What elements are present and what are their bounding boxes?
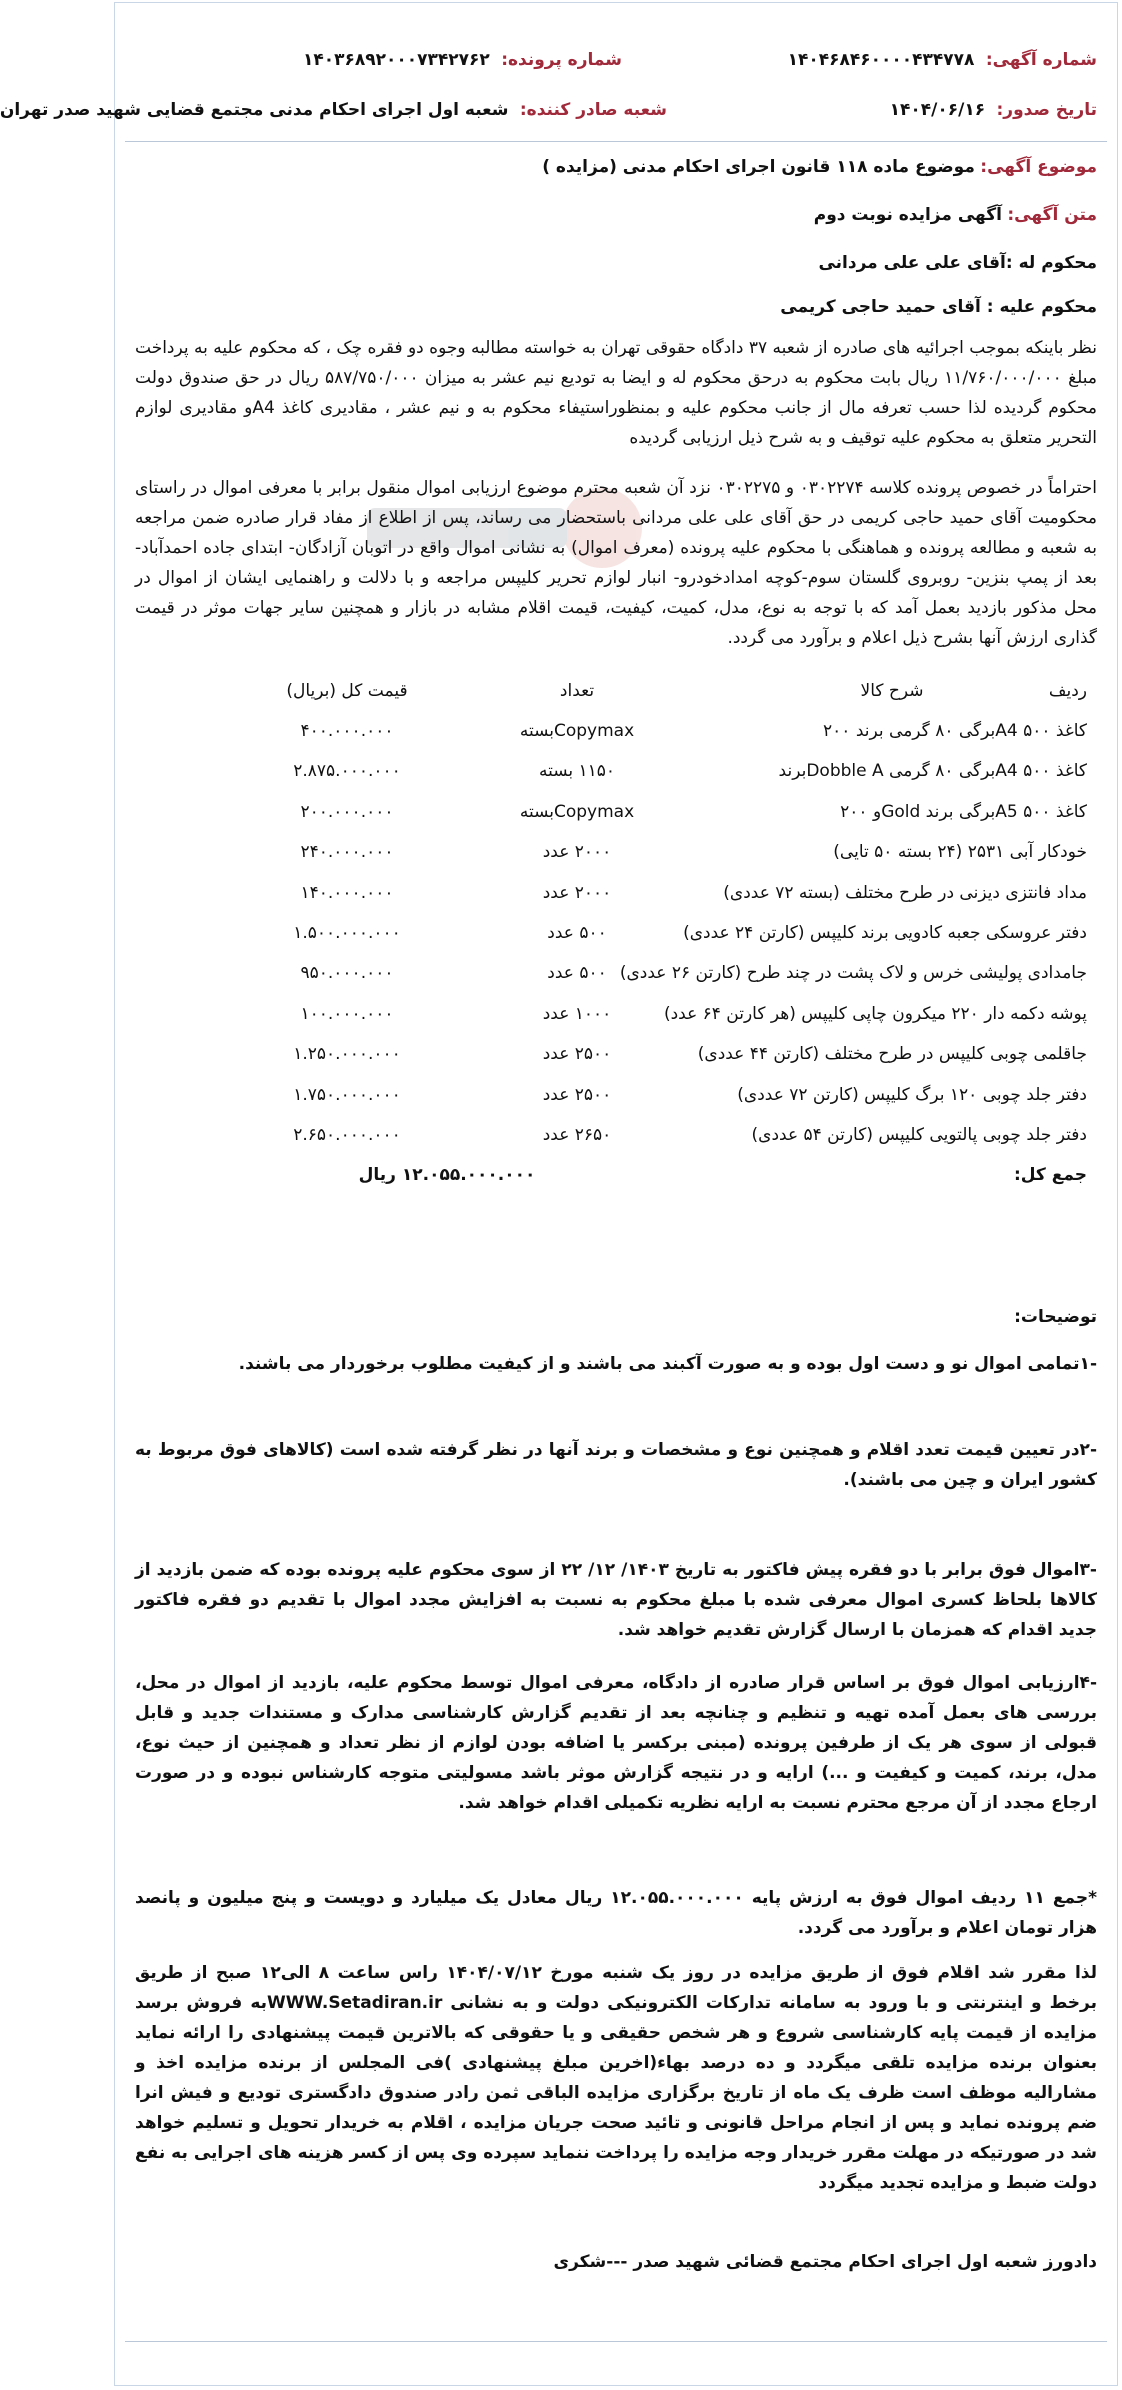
total-value: ۱۲.۰۵۵.۰۰۰.۰۰۰ ریال	[358, 1165, 536, 1186]
header-row-1	[135, 43, 1097, 77]
body-title-text: آگهی مزایده نوبت دوم	[813, 205, 1002, 225]
row-qty: ۲۰۰۰ عدد	[542, 842, 612, 863]
paragraph-1: نظر باینکه بموجب اجرائیه های صادره از شعبه ۳۷ دادگاه حقوقی تهران به خواسته مطالبه وجوه دو فقره چک ، که محکوم علیه به پرداخت مبلغ ۱۱/۷۶۰/۰۰۰/۰۰۰ ریال بابت محکوم به درحق محکوم له و ایضا به تودیع نیم عشر به میزان ۵۸۷/۷۵۰/۰۰۰ ریال در حق صندوق دولت محکوم گردیده لذا حسب تعرفه مال از جانب محکوم علیه و بمنظوراستیفاء محکوم به و نیم عشر ، مقادیری کاغذ A4و مقادیری لوازم التحریر متعلق به محکوم علیه توقیف و به شرح ذیل ارزیابی گردیده	[135, 338, 1098, 448]
row-qty: ۲۵۰۰ عدد	[542, 1084, 612, 1105]
file-number: ۱۴۰۳۶۸۹۲۰۰۰۷۳۴۲۷۶۲	[303, 50, 490, 70]
table-total	[145, 1155, 1087, 1199]
row-desc: خودکار آبی ۲۵۳۱ (۲۴ بسته ۵۰ تایی)	[833, 842, 1087, 863]
row-qty: ۱۱۵۰ بسته	[538, 761, 616, 782]
header-divider	[125, 141, 1107, 142]
row-price: ۱.۲۵۰.۰۰۰.۰۰۰	[293, 1044, 401, 1065]
note-3: -۳اموال فوق برابر با دو فقره پیش فاکتور به تاریخ ۱۴۰۳/ ۱۲/ ۲۲ از سوی محکوم علیه پرونده بوده که ضمن بازدید از کالاها بلحاظ کسری اموال معرفی شده با مبلغ محکوم به نسبت به افزایش مجدد اموال با تقدیم دو فقره فاکتور جدید اقدام که همزمان با ارسال گزارش تقدیم خواهد شد.	[135, 1560, 1097, 1640]
table-row	[145, 1034, 1087, 1074]
row-qty: ۱۰۰۰ عدد	[542, 1003, 612, 1024]
row-desc: جامدادی پولیشی خرس و لاک پشت در چند طرح (کارتن ۲۶ عددی)	[619, 963, 1087, 984]
row-qty: Copymaxبسته	[519, 721, 635, 741]
defendant-line: محکوم علیه : آقای حمید حاجی کریمی	[780, 297, 1097, 317]
file-number-label: شماره پرونده:	[501, 50, 622, 70]
items-table	[145, 671, 1087, 1199]
ad-number-block	[788, 43, 1097, 77]
table-header-desc: شرح کالا	[860, 681, 924, 701]
row-price: ۲۰۰.۰۰۰.۰۰۰	[300, 801, 394, 822]
body-title-label: متن آگهی:	[1007, 205, 1097, 225]
note-1: -۱تمامی اموال نو و دست اول بوده و به صورت آکبند می باشند و از کیفیت مطلوب برخوردار می باشند.	[238, 1354, 1097, 1374]
footer-divider	[125, 2341, 1107, 2342]
row-qty: Copymaxبسته	[519, 801, 635, 822]
table-row	[145, 711, 1087, 751]
header-row-2	[0, 93, 1097, 127]
row-qty: ۵۰۰ عدد	[547, 922, 607, 943]
table-header	[145, 671, 1087, 711]
row-qty: ۲۶۵۰ عدد	[542, 1124, 612, 1145]
row-price: ۲.۶۵۰.۰۰۰.۰۰۰	[293, 1124, 401, 1145]
note-2: -۲در تعیین قیمت تعدد اقلام و همچنین نوع و مشخصات و برند آنها در نظر گرفته شده است (کالاهای فوق مربوط به کشور ایران و چین می باشند).	[135, 1440, 1097, 1490]
issue-date: ۱۴۰۴/۰۶/۱۶	[889, 100, 986, 120]
ad-number-label: شماره آگهی:	[985, 50, 1097, 70]
note-4: -۴ارزیابی اموال فوق بر اساس قرار صادره از دادگاه، معرفی اموال توسط محکوم علیه، بازدید از اموال در محل، بررسی های بعمل آمده تهیه و تنظیم و چنانچه بعد از تقدیم گزارش کارشناسی مدارک و مستندات جدید و قابل قبولی از سوی هر یک از طرفین پرونده (مبنی برکسر یا اضافه بودن لوازم از نظر تعداد و همچنین از حیث نوع، مدل، برند، کمیت و کیفیت و ...) ارایه و در نتیجه گزارش موثر باشد مسولیتی متوجه کارشناس نبوده و در صورت ارجاع مجدد از آن مرجع محترم نسبت به ارایه نظریه تکمیلی اقدام خواهد شد.	[135, 1673, 1097, 1813]
row-price: ۲.۸۷۵.۰۰۰.۰۰۰	[293, 761, 401, 782]
row-qty: ۲۵۰۰ عدد	[542, 1044, 612, 1065]
table-row	[145, 832, 1087, 872]
notes-title: توضیحات:	[1014, 1307, 1097, 1327]
issuer-block	[0, 93, 667, 127]
plaintiff-line: محکوم له :آقای علی علی مردانی	[818, 253, 1097, 273]
row-qty: ۵۰۰ عدد	[547, 963, 607, 984]
body-title-line	[135, 199, 1097, 231]
row-desc: مداد فانتزی دیزنی در طرح مختلف (بسته ۷۲ عددی)	[723, 882, 1087, 903]
table-row	[145, 751, 1087, 791]
table-header-price: قیمت کل (بریال)	[286, 681, 408, 701]
table-row	[145, 873, 1087, 913]
row-price: ۱۰۰.۰۰۰.۰۰۰	[300, 1003, 394, 1024]
row-desc: جاقلمی چوبی کلیپس در طرح مختلف (کارتن ۴۴ عددی)	[697, 1044, 1087, 1065]
row-price: ۱.۵۰۰.۰۰۰.۰۰۰	[293, 922, 401, 943]
issue-date-block	[890, 93, 1097, 127]
auction-paragraph: لذا مقرر شد اقلام فوق از طریق مزایده در روز یک شنبه مورخ ۱۴۰۴/۰۷/۱۲ راس ساعت ۸ الی۱۲ صبح از طریق برخط و اینترنتی و با ورود به سامانه تدارکات الکترونیکی دولت و به نشانی WWW.Setadiran.irبه فروش برسد مزایده از قیمت پایه کارشناسی شروع و هر شخص حقیقی و یا حقوقی که بالاترین قیمت پیشنهادی را ارائه نماید بعنوان برنده مزایده تلقی میگردد و ده درصد بهاء(اخرین مبلغ پیشنهادی )فی المجلس از برنده مزایده اخذ و مشارالیه موظف است ظرف یک ماه از تاریخ برگزاری مزایده الباقی ثمن رادر صندوق دادگستری تودیع و فیش انرا ضم پرونده نماید و پس از انجام مراحل قانونی و تائید صحت جریان مزایده ، اقلام به خریدار تحویل و تسلیم خواهد شد در صورتیکه در مهلت مقرر خریدار وجه مزایده را پرداخت ننماید سپرده وی پس از کسر هزینه های اجرایی به نفع دولت ضبط و مزایده تجدید میگردد	[135, 1963, 1097, 2193]
row-price: ۱.۷۵۰.۰۰۰.۰۰۰	[293, 1084, 401, 1105]
ad-number: ۱۴۰۴۶۸۴۶۰۰۰۰۴۳۴۷۷۸	[787, 50, 975, 70]
table-header-row: ردیف	[1048, 681, 1087, 701]
table-row	[145, 792, 1087, 832]
table-row	[145, 913, 1087, 953]
table-row	[145, 1115, 1087, 1155]
table-row	[145, 994, 1087, 1034]
row-desc: کاغذ ۵۰۰ A5برگی برند Goldو ۲۰۰	[840, 801, 1087, 822]
row-desc: دفتر جلد چوبی ۱۲۰ برگ کلیپس (کارتن ۷۲ عددی)	[737, 1084, 1087, 1105]
subject-label: موضوع آگهی:	[980, 157, 1097, 177]
issue-date-label: تاریخ صدور:	[996, 100, 1097, 120]
row-price: ۱۴۰.۰۰۰.۰۰۰	[300, 882, 394, 903]
signature-line: دادورز شعبه اول اجرای احکام مجتمع قضائی شهید صدر ---شکری	[553, 2252, 1097, 2272]
subject-line	[135, 151, 1097, 183]
table-row	[145, 953, 1087, 993]
subject-text: موضوع ماده ۱۱۸ قانون اجرای احکام مدنی (مزایده )	[542, 157, 975, 177]
paragraph-2: احتراماً در خصوص پرونده کلاسه ۰۳۰۲۲۷۴ و ۰۳۰۲۲۷۵ نزد آن شعبه محترم موضوع ارزیابی اموال منقول برابر با معرفی اموال در راستای محکومیت آقای حمید حاجی کریمی در حق آقای علی علی مردانی باستحضار می رساند، پس از اطلاع از مفاد قرار صادره ضمن مراجعه به شعبه و مطالعه پرونده و هماهنگی با محکوم علیه پرونده (معرف اموال) به نشانی اموال واقع در اتوبان آزادگان- ابتدای جاده احمدآباد- بعد از پمپ بنزین- روبروی گلستان سوم-کوچه امدادخودرو- انبار لوازم تحریر کلیپس مراجعه و با دلالت و راهنمایی ایشان از اموال در محل مذکور بازدید بعمل آمد که با توجه به نوع، مدل، کمیت، کیفیت، قیمت اقلام مشابه در بازار و همچنین سایر جهات موثر در قیمت گذاری ارزش آنها بشرح ذیل اعلام و برآورد می گردد.	[135, 478, 1097, 648]
issuer: شعبه اول اجرای احکام مدنی مجتمع قضایی شهید صدر تهران	[0, 100, 509, 120]
row-desc: کاغذ ۵۰۰ A4برگی ۸۰ گرمی برند ۲۰۰	[823, 721, 1087, 741]
file-number-block	[303, 43, 622, 77]
row-price: ۹۵۰.۰۰۰.۰۰۰	[300, 963, 394, 984]
summary-paragraph: *جمع ۱۱ ردیف اموال فوق به ارزش پایه ۱۲.۰۵۵.۰۰۰.۰۰۰ ریال معادل یک میلیارد و دویست و پنج میلیون و پانصد هزار تومان اعلام و برآورد می گردد.	[135, 1888, 1097, 1938]
row-desc: پوشه دکمه دار ۲۲۰ میکرون چاپی کلیپس (هر کارتن ۶۴ عدد)	[663, 1003, 1087, 1024]
row-qty: ۲۰۰۰ عدد	[542, 882, 612, 903]
row-desc: دفتر جلد چوبی پالتویی کلیپس (کارتن ۵۴ عددی)	[751, 1124, 1087, 1145]
table-header-desc-cell	[657, 671, 1087, 711]
total-label: جمع کل:	[1013, 1165, 1087, 1186]
row-desc: کاغذ ۵۰۰ A4برگی ۸۰ گرمی Dobble Aبرند	[778, 761, 1087, 782]
issuer-label: شعبه صادر کننده:	[519, 100, 667, 120]
document-frame	[0, 2, 1118, 2386]
table-row	[145, 1075, 1087, 1115]
row-price: ۲۴۰.۰۰۰.۰۰۰	[300, 842, 394, 863]
row-price: ۴۰۰.۰۰۰.۰۰۰	[300, 721, 394, 741]
row-desc: دفتر عروسکی جعبه کادویی برند کلیپس (کارتن ۲۴ عددی)	[683, 922, 1087, 943]
table-header-qty: تعداد	[559, 681, 595, 701]
